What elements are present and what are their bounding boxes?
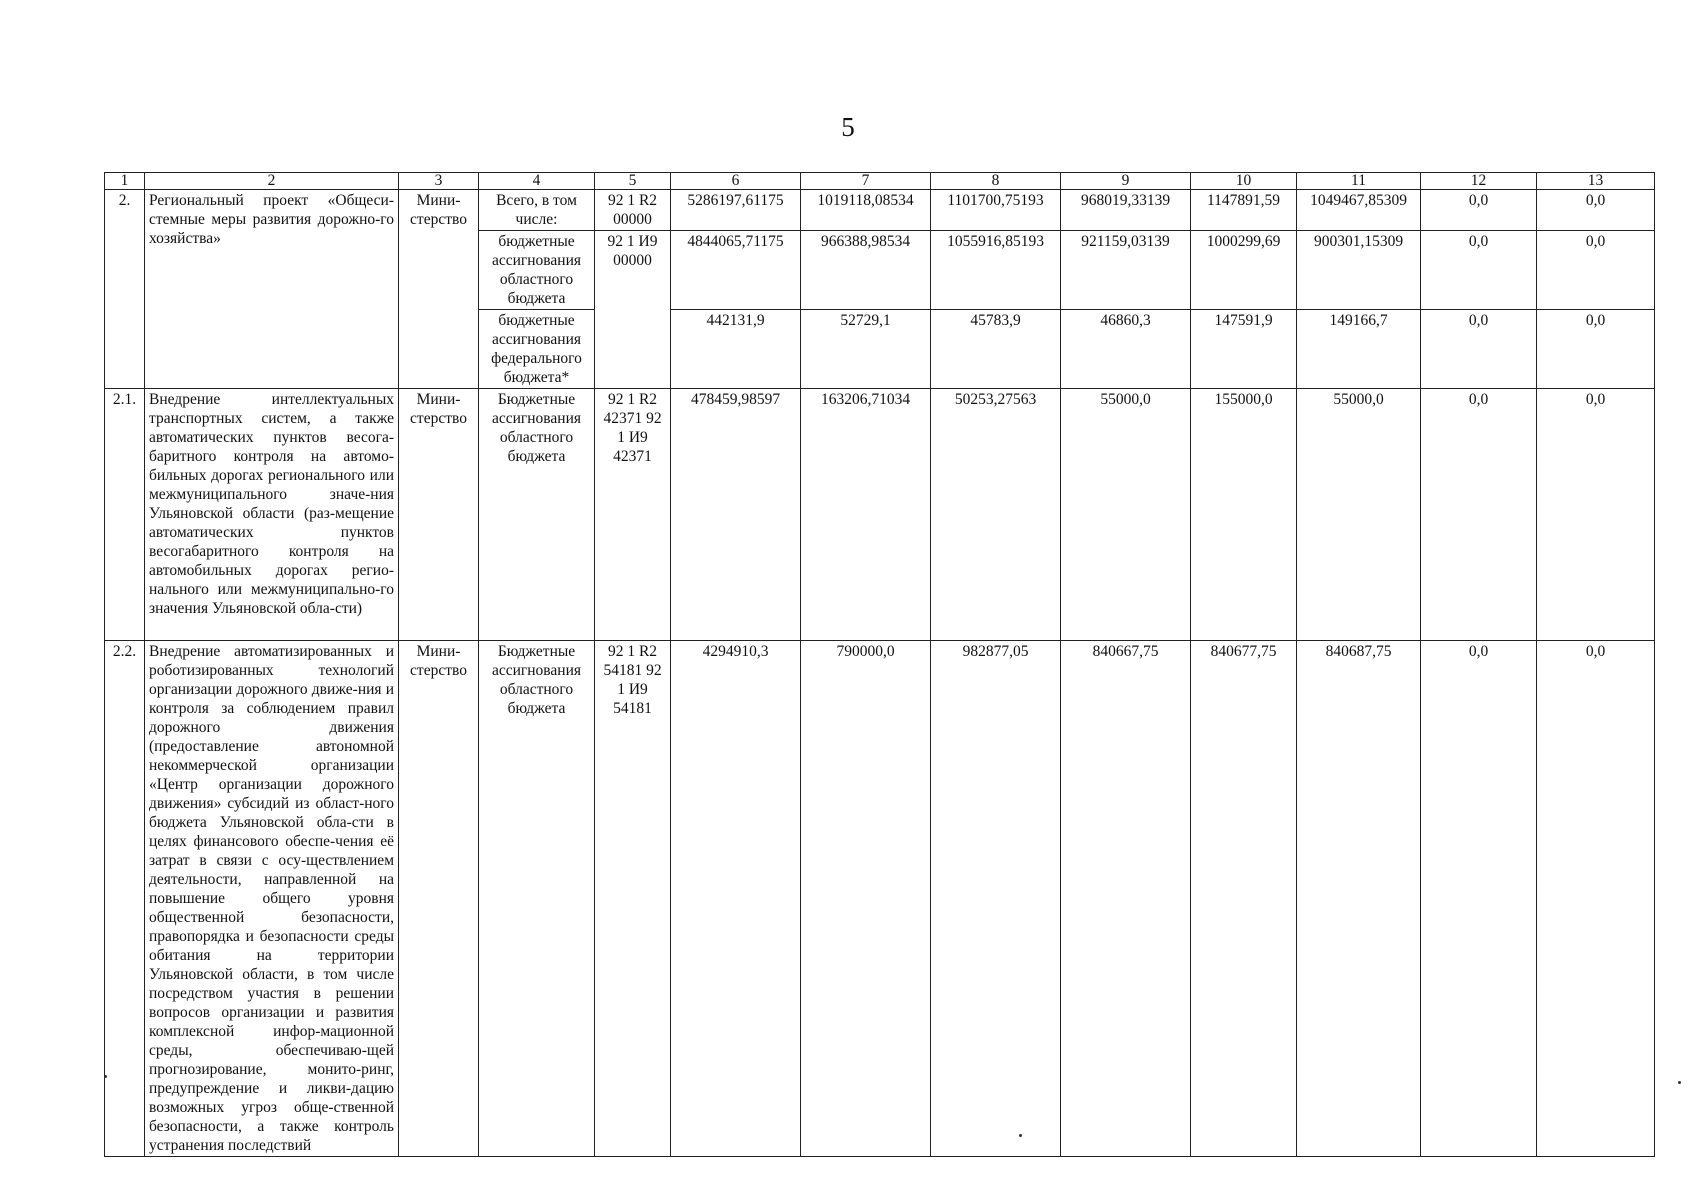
table-row [105,190,1655,231]
measure-name: Внедрение автоматизированных и роботизированных технологий организации дорожного движе-ния и контроля за соблюдением правил дорожного движения (предоставление автономной некоммерческой организации «Центр организации дорожного движения» субсидий из област-ного бюджета Ульяновской обла-сти в целях финансового обеспе-чения её затрат в связи с осу-ществлением деятельности, направленной на повышение общего уровня общественной безопасности, правопорядка и безопасности среды обитания на территории Ульяновской области, в том числе посредством участия в решении вопросов организации и развития комплексной инфор-мационной среды, обеспечиваю-щей прогнозирование, монито-ринг, предупреждение и ликви-дацию возможных угроз обще-ственной безопасности, а также контроль устранения последствий [145,641,399,1157]
project-name: Региональный проект «Общеси-стемные меры развития дорожно-го хозяйства» [145,190,399,389]
header-cell: 9 [1061,173,1191,190]
table-row [105,389,1655,641]
row-number: 2.2. [105,641,145,1157]
header-cell: 7 [801,173,931,190]
budget-table [104,172,1655,1157]
value-cell: 5286197,61175 [671,190,801,231]
value-cell: 968019,33139 [1061,190,1191,231]
header-row [105,173,1655,190]
measure-name: Внедрение интеллектуальных транспортных систем, а также автоматических пунктов весога-баритного контроля на автомо-бильных дорогах регионального или межмуниципального значе-ния Ульяновской области (раз-мещение автоматических пунктов весогабаритного контроля на автомобильных дорогах регио-нального или межмуниципально-го значения Ульяновской обла-сти) [145,389,399,641]
value-cell: 921159,03139 [1061,231,1191,310]
funding-source: Всего, в том числе: [479,190,595,231]
value-cell: 52729,1 [801,310,931,389]
value-cell: 45783,9 [931,310,1061,389]
budget-code: 92 1 R2 54181 92 1 И9 54181 [595,641,671,1157]
value-cell: 1101700,75193 [931,190,1061,231]
value-cell: 50253,27563 [931,389,1061,641]
executor: Мини-стерство [399,641,479,1157]
funding-source: бюджетные ассигнования федерального бюджета* [479,310,595,389]
table-row [105,641,1655,1157]
header-cell: 1 [105,173,145,190]
value-cell: 840667,75 [1061,641,1191,1157]
value-cell: 163206,71034 [801,389,931,641]
value-cell: 55000,0 [1061,389,1191,641]
funding-source: Бюджетные ассигнования областного бюджета [479,389,595,641]
scan-speck [1678,1081,1681,1084]
value-cell: 0,0 [1421,641,1537,1157]
header-cell: 2 [145,173,399,190]
value-cell: 1019118,08534 [801,190,931,231]
value-cell: 900301,15309 [1297,231,1421,310]
funding-source: Бюджетные ассигнования областного бюджета [479,641,595,1157]
value-cell: 147591,9 [1191,310,1297,389]
value-cell: 478459,98597 [671,389,801,641]
value-cell: 4294910,3 [671,641,801,1157]
value-cell: 840687,75 [1297,641,1421,1157]
executor: Мини-стерство [399,190,479,389]
scan-speck [104,1075,107,1078]
header-cell: 10 [1191,173,1297,190]
executor: Мини-стерство [399,389,479,641]
value-cell: 840677,75 [1191,641,1297,1157]
value-cell: 0,0 [1421,310,1537,389]
header-cell: 5 [595,173,671,190]
scan-speck [1019,1134,1022,1137]
value-cell: 0,0 [1537,641,1655,1157]
value-cell: 0,0 [1537,231,1655,310]
value-cell: 442131,9 [671,310,801,389]
budget-code: 92 1 И9 00000 [595,231,671,389]
value-cell: 4844065,71175 [671,231,801,310]
header-cell: 4 [479,173,595,190]
header-cell: 13 [1537,173,1655,190]
row-number: 2.1. [105,389,145,641]
value-cell: 0,0 [1537,310,1655,389]
row-number: 2. [105,190,145,389]
value-cell: 1000299,69 [1191,231,1297,310]
page-number: 5 [841,112,855,142]
value-cell: 982877,05 [931,641,1061,1157]
value-cell: 149166,7 [1297,310,1421,389]
budget-code: 92 1 R2 00000 [595,190,671,231]
value-cell: 46860,3 [1061,310,1191,389]
header-cell: 3 [399,173,479,190]
value-cell: 55000,0 [1297,389,1421,641]
header-cell: 8 [931,173,1061,190]
header-cell: 12 [1421,173,1537,190]
value-cell: 0,0 [1421,190,1537,231]
value-cell: 155000,0 [1191,389,1297,641]
value-cell: 790000,0 [801,641,931,1157]
budget-code: 92 1 R2 42371 92 1 И9 42371 [595,389,671,641]
value-cell: 966388,98534 [801,231,931,310]
value-cell: 0,0 [1421,389,1537,641]
header-cell: 11 [1297,173,1421,190]
value-cell: 1147891,59 [1191,190,1297,231]
value-cell: 0,0 [1537,389,1655,641]
value-cell: 1049467,85309 [1297,190,1421,231]
header-cell: 6 [671,173,801,190]
value-cell: 0,0 [1537,190,1655,231]
value-cell: 0,0 [1421,231,1537,310]
value-cell: 1055916,85193 [931,231,1061,310]
funding-source: бюджетные ассигнования областного бюджета [479,231,595,310]
